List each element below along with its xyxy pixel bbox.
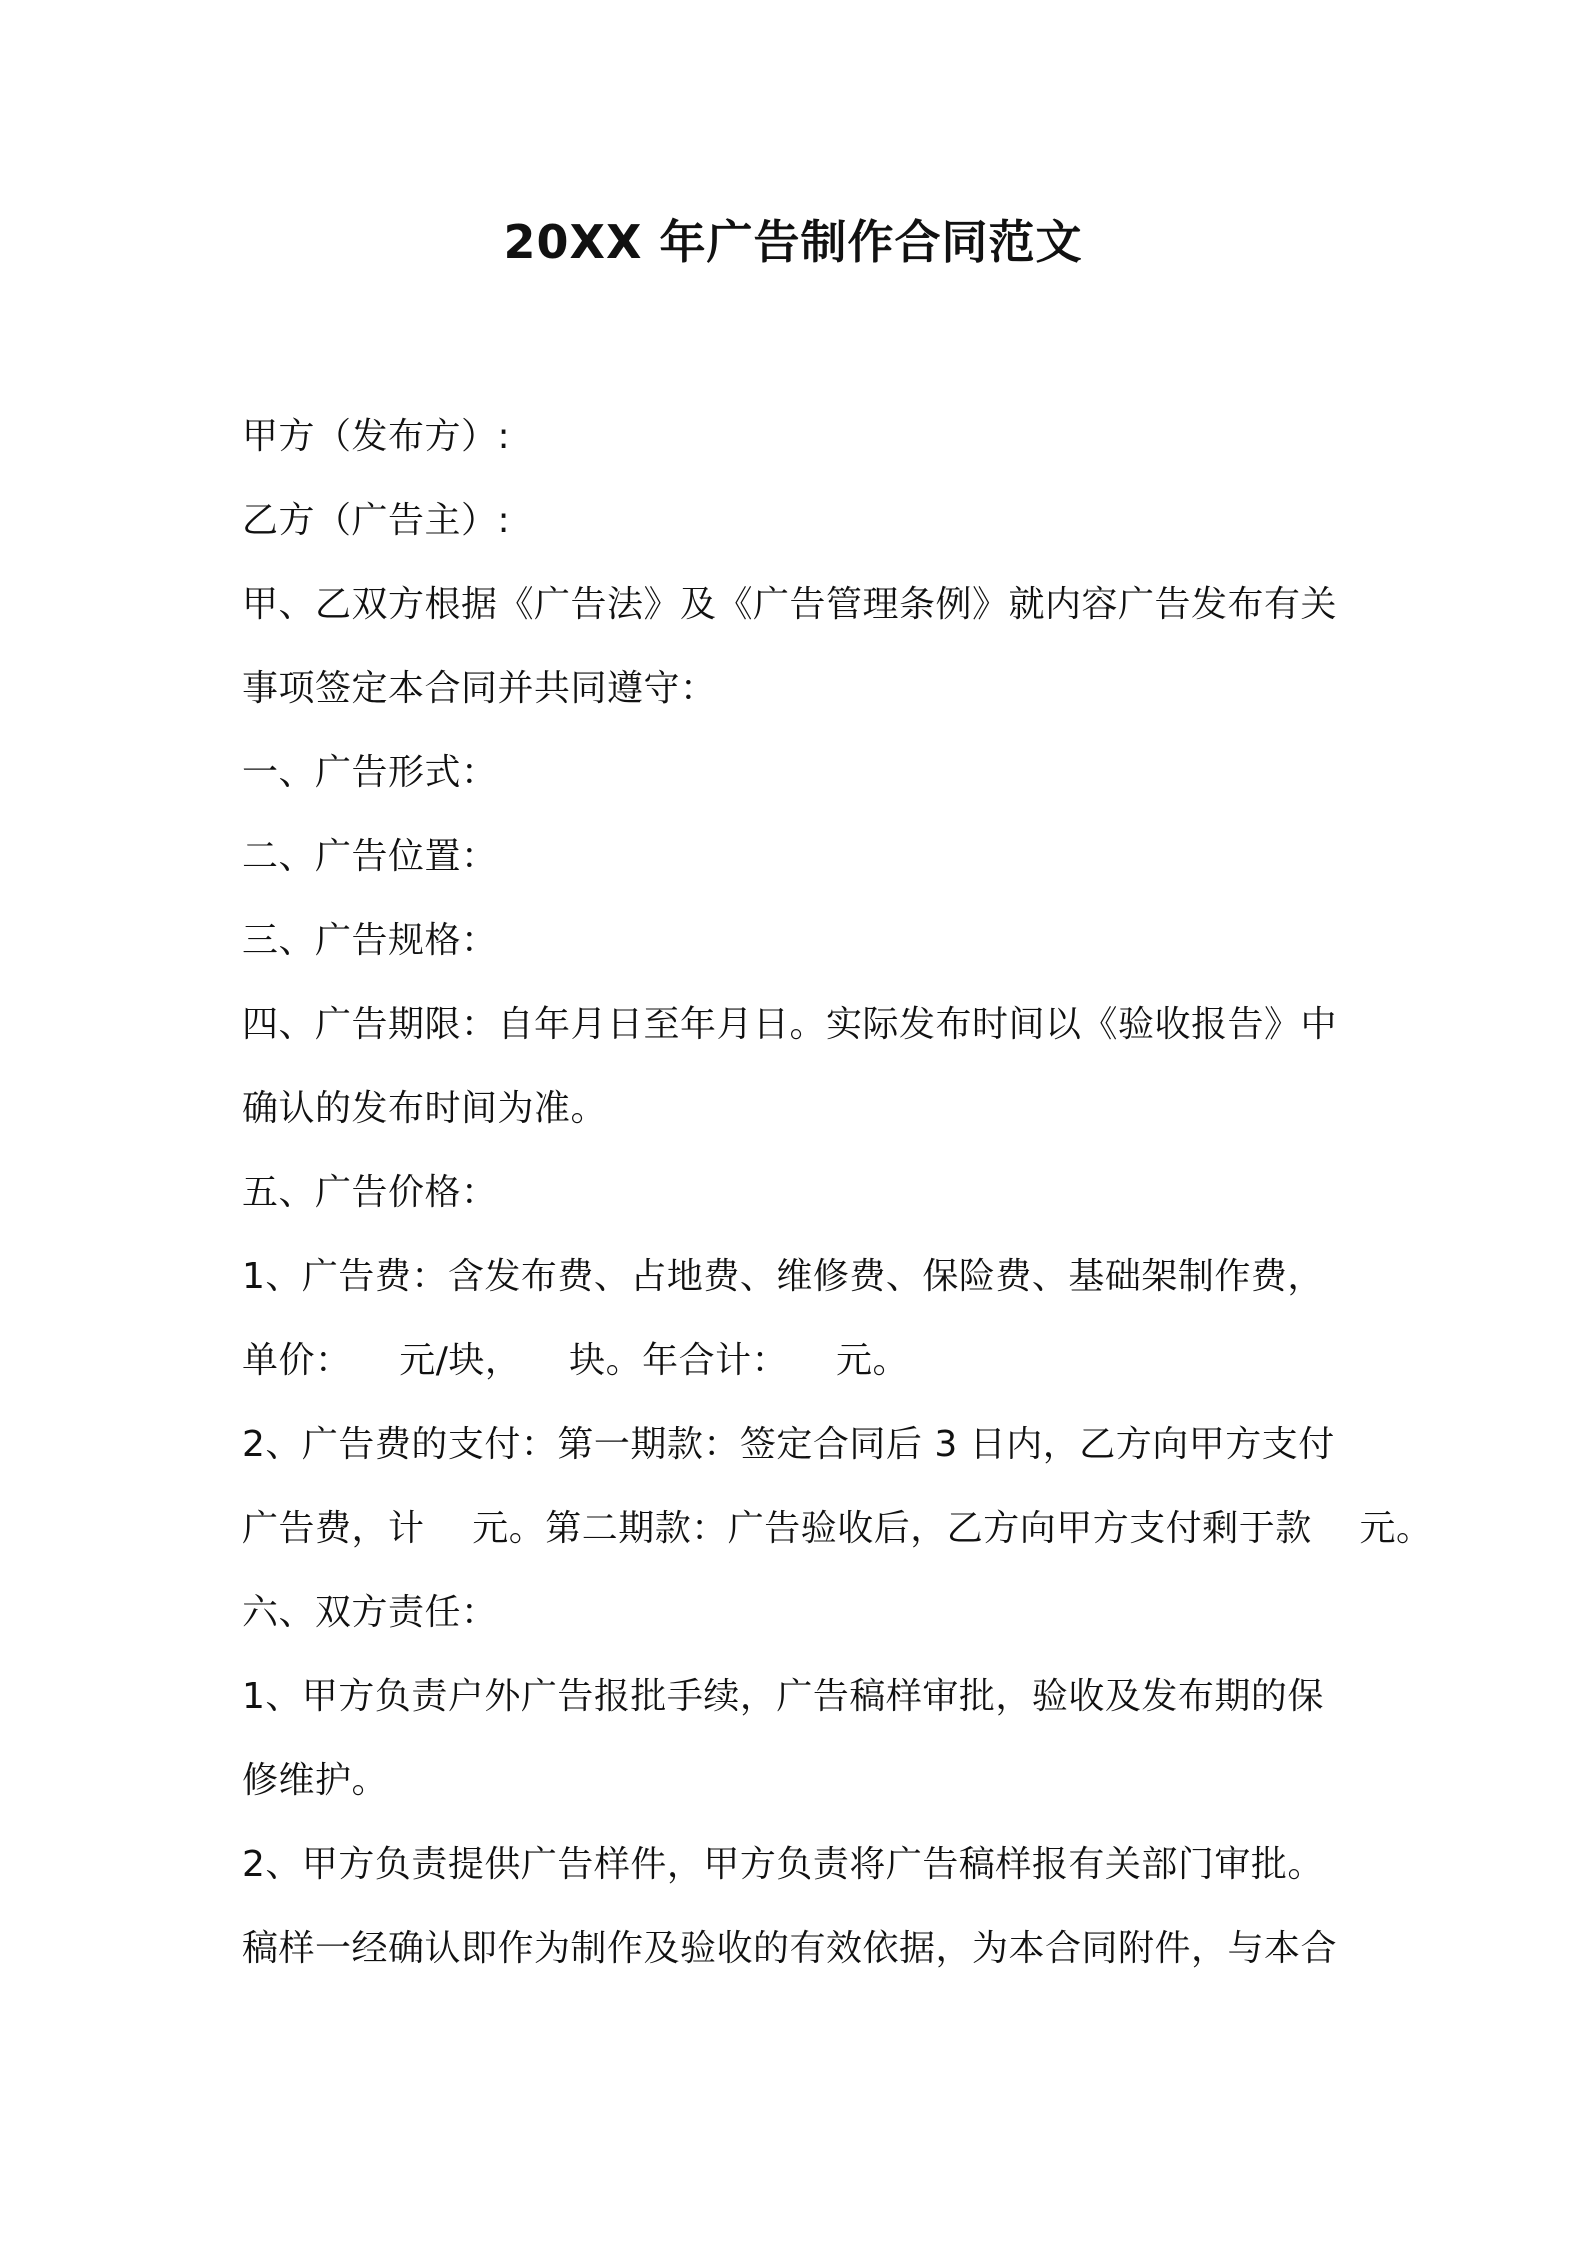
text-line: 单价： 元/块， 块。年合计： 元。 [242,1340,909,1381]
text-line: 六、双方责任： [242,1592,498,1633]
text-line: 一、广告形式： [242,752,498,793]
text-line: 甲方（发布方）: [242,416,511,457]
text-line: 甲、乙双方根据《广告法》及《广告管理条例》就内容广告发布有关 [242,584,1338,625]
text-line: 五、广告价格： [242,1172,498,1213]
text-line: 2、甲方负责提供广告样件，甲方负责将广告稿样报有关部门审批。 [242,1844,1324,1885]
text-line: 1、广告费：含发布费、占地费、维修费、保险费、基础架制作费， [242,1256,1324,1297]
text-line: 广告费，计 元。第二期款：广告验收后，乙方向甲方支付剩于款 元。 [242,1508,1433,1549]
text-line: 1、甲方负责户外广告报批手续，广告稿样审批，验收及发布期的保 [242,1676,1324,1717]
text-line: 四、广告期限：自年月日至年月日。实际发布时间以《验收报告》中 [242,1004,1338,1045]
document-title: 20XX 年广告制作合同范文 [503,215,1083,269]
text-line: 稿样一经确认即作为制作及验收的有效依据，为本合同附件，与本合 [242,1928,1338,1969]
text-line: 2、广告费的支付：第一期款：签定合同后 3 日内，乙方向甲方支付 [242,1424,1335,1465]
text-line: 三、广告规格： [242,920,498,961]
text-line: 事项签定本合同并共同遵守： [242,668,717,709]
text-line: 乙方（广告主）: [242,500,511,541]
text-line: 修维护。 [242,1760,389,1801]
text-line: 确认的发布时间为准。 [242,1088,608,1129]
text-line: 二、广告位置： [242,836,498,877]
